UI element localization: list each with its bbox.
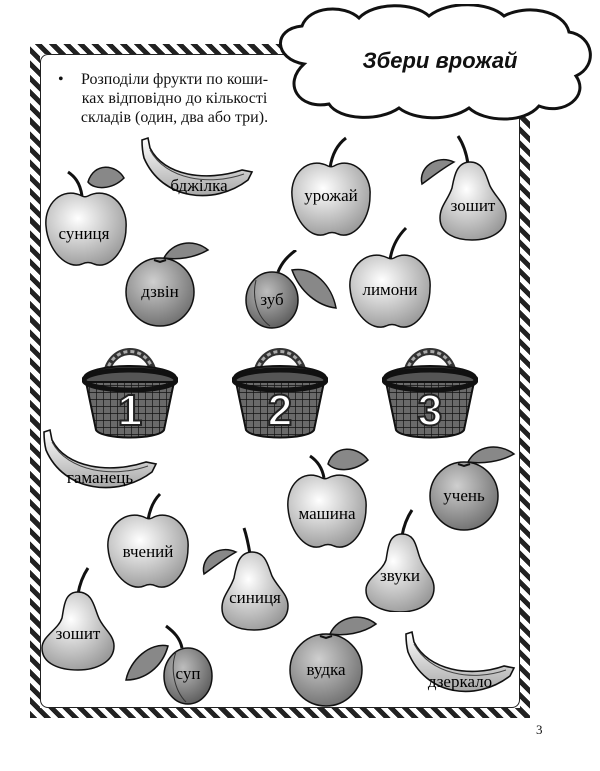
fruit-word: лимони bbox=[362, 280, 418, 299]
pear-icon bbox=[38, 566, 118, 672]
basket-number: 3 bbox=[417, 386, 443, 435]
fruit-banana[interactable] bbox=[38, 428, 160, 498]
instruction-line: Розподіли фрукти по коши- bbox=[80, 71, 269, 88]
fruit-word: вудка bbox=[306, 660, 346, 679]
fruit-word: урожай bbox=[304, 186, 358, 205]
fruit-word: звуки bbox=[379, 566, 421, 585]
page-number: 3 bbox=[536, 722, 543, 737]
fruit-plum[interactable] bbox=[244, 250, 340, 334]
basket-number: 1 bbox=[117, 386, 143, 435]
instruction-line: ках відповідно до кількості bbox=[81, 90, 268, 107]
fruit-pear[interactable] bbox=[362, 508, 438, 612]
fruit-pear[interactable] bbox=[198, 526, 298, 632]
fruit-apple[interactable] bbox=[346, 226, 434, 334]
basket-3[interactable] bbox=[382, 336, 478, 444]
instruction-line: складів (один, два або три). bbox=[80, 109, 269, 126]
basket-2[interactable] bbox=[232, 336, 328, 444]
fruit-word: вчений bbox=[122, 542, 174, 561]
fruit-orange[interactable] bbox=[288, 614, 380, 708]
fruit-word: суниця bbox=[58, 224, 110, 243]
fruit-banana[interactable] bbox=[136, 136, 256, 206]
fruit-word: дзвін bbox=[141, 282, 179, 301]
pear-icon bbox=[362, 508, 438, 612]
fruit-plum[interactable] bbox=[124, 624, 216, 708]
basket-number: 2 bbox=[267, 386, 293, 435]
fruit-word: зошит bbox=[55, 624, 101, 643]
fruit-orange[interactable] bbox=[122, 238, 214, 330]
bullet: • bbox=[58, 71, 64, 88]
instruction bbox=[60, 70, 275, 127]
fruit-word: гаманець bbox=[66, 468, 134, 487]
fruit-word: бджілка bbox=[170, 176, 228, 195]
fruit-word: зуб bbox=[260, 290, 284, 309]
page-title: Збери врожай bbox=[362, 48, 518, 73]
fruit-banana[interactable] bbox=[400, 630, 518, 702]
fruit-word: учень bbox=[443, 486, 485, 505]
fruit-pear[interactable] bbox=[38, 566, 118, 672]
fruit-word: машина bbox=[298, 504, 356, 523]
fruit-word: зошит bbox=[450, 196, 496, 215]
fruit-word: дзеркало bbox=[427, 672, 493, 691]
fruit-orange[interactable] bbox=[426, 444, 518, 534]
fruit-word: суп bbox=[175, 664, 201, 683]
fruit-word: синиця bbox=[229, 588, 281, 607]
pear-icon bbox=[198, 526, 298, 632]
